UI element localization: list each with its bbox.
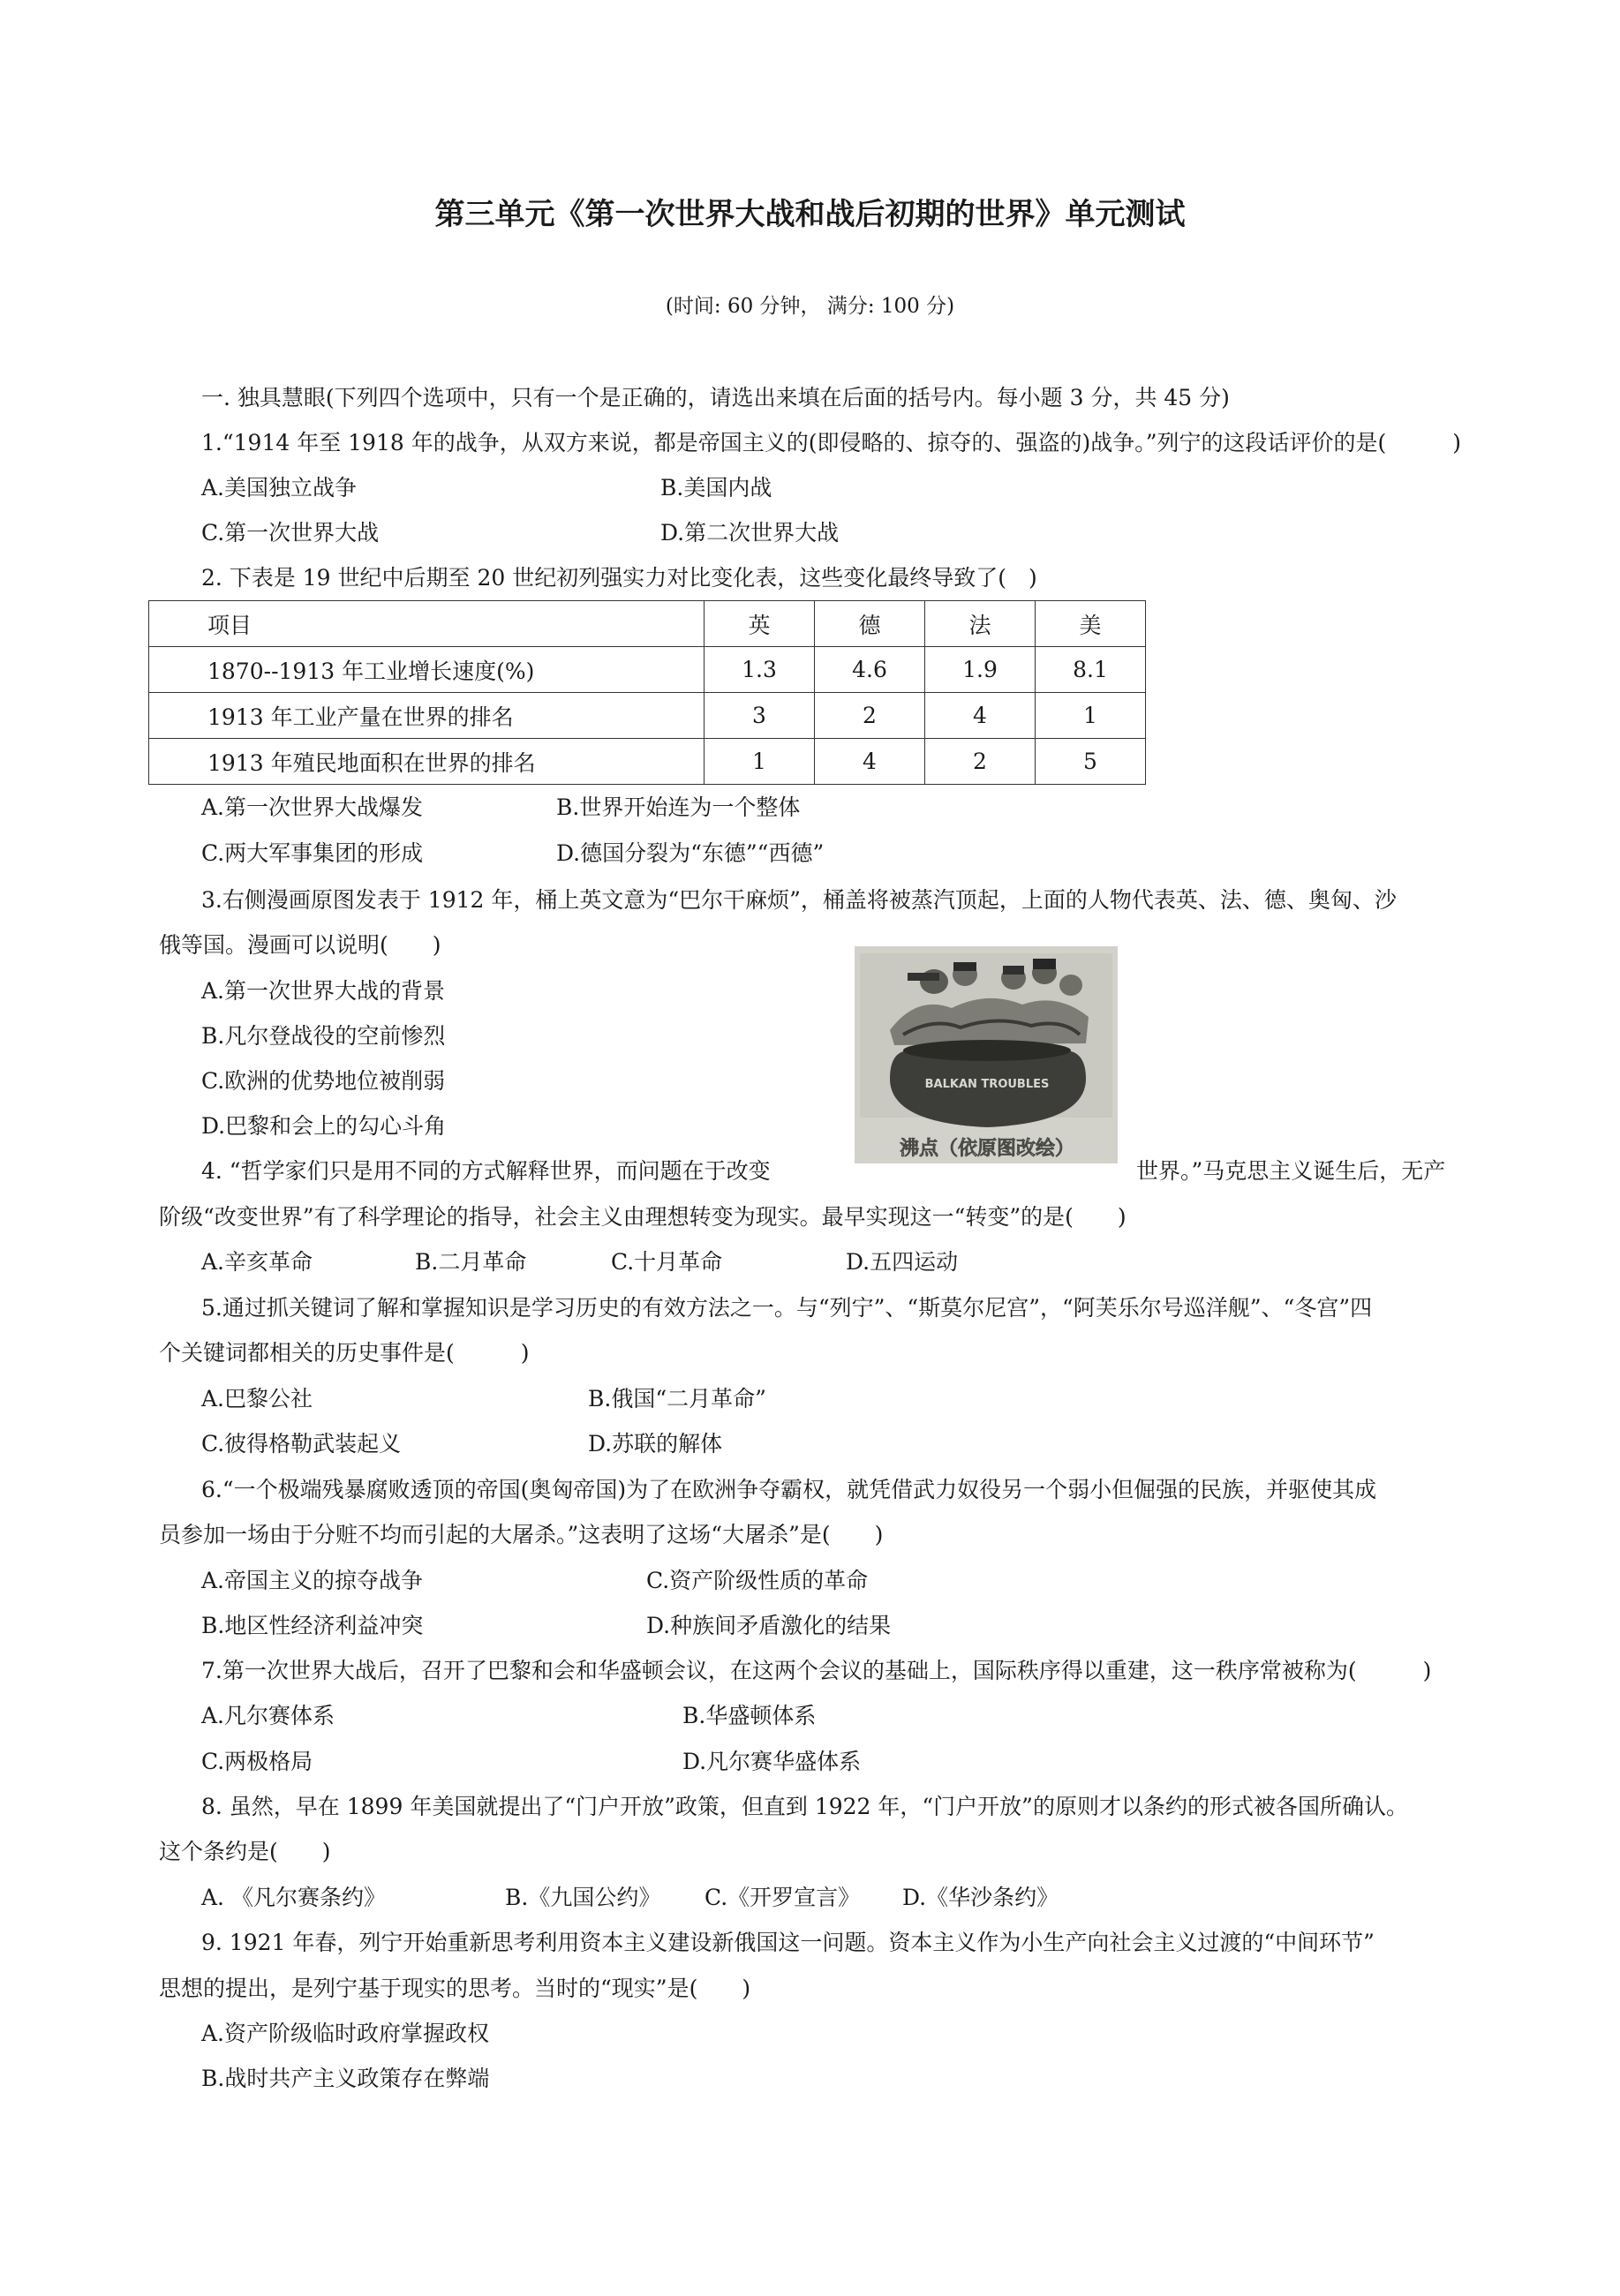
- table-cell: 4: [815, 739, 925, 785]
- table-header-cell: 英: [705, 601, 815, 647]
- q4-option-a: A.辛亥革命: [201, 1249, 313, 1275]
- q1-option-c: C.第一次世界大战: [201, 520, 380, 546]
- q3-option-a: A.第一次世界大战的背景: [201, 978, 446, 1004]
- q3-option-b: B.凡尔登战役的空前惨烈: [201, 1023, 446, 1049]
- q1-option-b: B.美国内战: [660, 475, 772, 501]
- q8-option-d: D.《华沙条约》: [902, 1885, 1059, 1910]
- q6-option-a: A.帝国主义的掠夺战争: [201, 1568, 424, 1593]
- q6-option-d: D.种族间矛盾激化的结果: [646, 1613, 892, 1638]
- q2-option-a: A.第一次世界大战爆发: [201, 794, 424, 820]
- q8-stem-line2: 这个条约是( ): [159, 1839, 331, 1864]
- table-header-cell: 法: [925, 601, 1036, 647]
- q9-option-b: B.战时共产主义政策存在弊端: [201, 2066, 490, 2091]
- q2-option-b: B.世界开始连为一个整体: [556, 794, 801, 820]
- section-heading: 一. 独具慧眼(下列四个选项中，只有一个是正确的，请选出来填在后面的括号内。每小题 3 分，共 45 分): [201, 385, 1230, 410]
- table-cell: 4: [925, 693, 1036, 739]
- q3-option-d: D.巴黎和会上的勾心斗角: [201, 1113, 447, 1139]
- table-cell: 1913 年殖民地面积在世界的排名: [149, 739, 705, 785]
- table-cell: 1870--1913 年工业增长速度(%): [149, 647, 705, 693]
- table-cell: 8.1: [1036, 647, 1146, 693]
- table-row: [149, 739, 1146, 785]
- q9-option-a: A.资产阶级临时政府掌握政权: [201, 2021, 490, 2046]
- balkan-troubles-cartoon: [855, 946, 1118, 1163]
- q7-stem: 7.第一次世界大战后，召开了巴黎和会和华盛顿会议，在这两个会议的基础上，国际秩序得以重建，这一秩序常被称为( ): [201, 1658, 1432, 1683]
- q6-option-b: B.地区性经济利益冲突: [201, 1613, 424, 1638]
- cartoon-caption: 沸点（依原图改绘）: [899, 1138, 1075, 1160]
- q1-option-a: A.美国独立战争: [201, 475, 358, 501]
- q4-option-b: B.二月革命: [415, 1249, 527, 1275]
- table-cell: 2: [925, 739, 1036, 785]
- table-header-cell: 德: [815, 601, 925, 647]
- table-header-cell: 项目: [149, 601, 705, 647]
- q5-option-d: D.苏联的解体: [588, 1431, 723, 1457]
- q4-option-d: D.五四运动: [846, 1249, 959, 1275]
- q8-option-a: A. 《凡尔赛条约》: [201, 1885, 386, 1910]
- q2-option-c: C.两大军事集团的形成: [201, 840, 424, 866]
- table-cell: 5: [1036, 739, 1146, 785]
- q6-stem-line1: 6.“一个极端残暴腐败透顶的帝国(奥匈帝国)为了在欧洲争夺霸权，就凭借武力奴役另一个弱小但倔强的民族，并驱使其成: [201, 1477, 1377, 1502]
- q8-option-b: B.《九国公约》: [505, 1885, 661, 1910]
- pot-label: BALKAN TROUBLES: [924, 1078, 1050, 1091]
- q2-comparison-table: [148, 600, 1146, 785]
- cartoon-illustration: [855, 946, 1118, 1163]
- exam-time-score: (时间: 60 分钟， 满分: 100 分): [665, 295, 955, 318]
- q2-stem: 2. 下表是 19 世纪中后期至 20 世纪初列强实力对比变化表，这些变化最终导致了( ): [201, 565, 1037, 591]
- q6-stem-line2: 员参加一场由于分赃不均而引起的大屠杀。”这表明了这场“大屠杀”是( ): [159, 1522, 884, 1547]
- table-cell: 4.6: [815, 647, 925, 693]
- q2-option-d: D.德国分裂为“东德”“西德”: [556, 840, 825, 866]
- q1-stem: 1.“1914 年至 1918 年的战争，从双方来说，都是帝国主义的(即侵略的、掠夺的、强盗的)战争。”列宁的这段话评价的是( ): [201, 430, 1462, 455]
- q5-option-c: C.彼得格勒武装起义: [201, 1431, 402, 1457]
- table-cell: 2: [815, 693, 925, 739]
- table-header-row: [149, 601, 1146, 647]
- q7-option-d: D.凡尔赛华盛体系: [682, 1749, 862, 1774]
- q3-option-c: C.欧洲的优势地位被削弱: [201, 1068, 446, 1094]
- q6-option-c: C.资产阶级性质的革命: [646, 1568, 869, 1593]
- table-cell: 1: [1036, 693, 1146, 739]
- q5-option-b: B.俄国“二月革命”: [588, 1386, 766, 1411]
- q5-stem-line1: 5.通过抓关键词了解和掌握知识是学习历史的有效方法之一。与“列宁”、“斯莫尔尼宫”，“阿芙乐尔号巡洋舰”、“冬宫”四: [201, 1295, 1373, 1321]
- q1-option-d: D.第二次世界大战: [660, 520, 840, 546]
- table-row: [149, 693, 1146, 739]
- q5-stem-line2: 个关键词都相关的历史事件是( ): [159, 1340, 530, 1366]
- table-cell: 1.9: [925, 647, 1036, 693]
- table-row: [149, 647, 1146, 693]
- q4-stem-line1-right: 世界。”马克思主义诞生后，无产: [1136, 1158, 1446, 1184]
- table-header-cell: 美: [1036, 601, 1146, 647]
- q3-stem-line1: 3.右侧漫画原图发表于 1912 年，桶上英文意为“巴尔干麻烦”，桶盖将被蒸汽顶起，上面的人物代表英、法、德、奥匈、沙: [201, 887, 1397, 913]
- table-cell: 1.3: [705, 647, 815, 693]
- q3-stem-line2: 俄等国。漫画可以说明( ): [159, 932, 441, 958]
- q5-option-a: A.巴黎公社: [201, 1386, 313, 1411]
- q8-option-c: C.《开罗宣言》: [705, 1885, 861, 1910]
- q9-stem-line1: 9. 1921 年春，列宁开始重新思考利用资本主义建设新俄国这一问题。资本主义作为小生产向社会主义过渡的“中间环节”: [201, 1930, 1375, 1955]
- q4-stem-line1-left: 4. “哲学家们只是用不同的方式解释世界，而问题在于改变: [201, 1158, 771, 1184]
- table-cell: 3: [705, 693, 815, 739]
- q7-option-a: A.凡尔赛体系: [201, 1703, 335, 1728]
- q9-stem-line2: 思想的提出，是列宁基于现实的思考。当时的“现实”是( ): [159, 1976, 751, 2001]
- q7-option-c: C.两极格局: [201, 1749, 313, 1774]
- table-cell: 1: [705, 739, 815, 785]
- q7-option-b: B.华盛顿体系: [682, 1703, 817, 1728]
- page-title: 第三单元《第一次世界大战和战后初期的世界》单元测试: [434, 197, 1186, 232]
- table-cell: 1913 年工业产量在世界的排名: [149, 693, 705, 739]
- q4-stem-line2: 阶级“改变世界”有了科学理论的指导，社会主义由理想转变为现实。最早实现这一“转变”的是( ): [159, 1204, 1126, 1230]
- q4-option-c: C.十月革命: [611, 1249, 723, 1275]
- q8-stem-line1: 8. 虽然，早在 1899 年美国就提出了“门户开放”政策，但直到 1922 年，“门户开放”的原则才以条约的形式被各国所确认。: [201, 1794, 1408, 1819]
